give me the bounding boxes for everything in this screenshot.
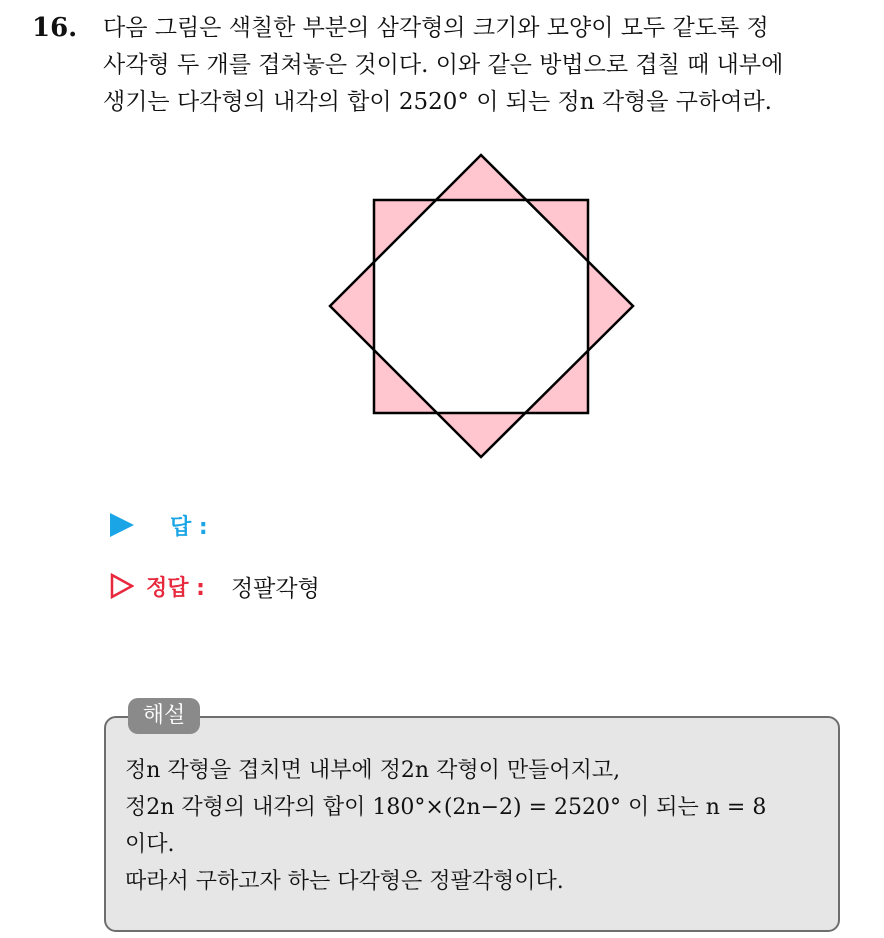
question-text bbox=[103, 10, 873, 121]
answer-row bbox=[110, 505, 208, 545]
explanation-tag: 해설 bbox=[128, 698, 200, 734]
answer-label: 답 : bbox=[170, 514, 208, 540]
correct-answer-row bbox=[110, 566, 320, 606]
question-number: 16. bbox=[32, 13, 78, 43]
explanation-line: 정n 각형을 겹치면 내부에 정2n 각형이 만들어지고, bbox=[125, 758, 621, 783]
explanation-text bbox=[125, 752, 835, 900]
explanation-line: 정2n 각형의 내각의 합이 180°×(2n−2) = 2520° 이 되는 n = 8 bbox=[125, 795, 767, 820]
correct-answer-label: 정답 : bbox=[146, 575, 205, 601]
question-line: 사각형 두 개를 겹쳐놓은 것이다. 이와 같은 방법으로 겹칠 때 내부에 bbox=[103, 52, 784, 78]
correct-answer-value: 정팔각형 bbox=[230, 575, 320, 602]
overlapping-squares-figure bbox=[300, 140, 660, 480]
outline-triangle-icon bbox=[110, 573, 134, 599]
play-triangle-icon bbox=[110, 513, 134, 537]
explanation-line: 따라서 구하고자 하는 다각형은 정팔각형이다. bbox=[125, 869, 564, 894]
question-line: 생기는 다각형의 내각의 합이 2520° 이 되는 정n 각형을 구하여라. bbox=[103, 89, 772, 115]
question-line: 다음 그림은 색칠한 부분의 삼각형의 크기와 모양이 모두 같도록 정 bbox=[103, 15, 769, 41]
explanation-line: 이다. bbox=[125, 832, 175, 857]
